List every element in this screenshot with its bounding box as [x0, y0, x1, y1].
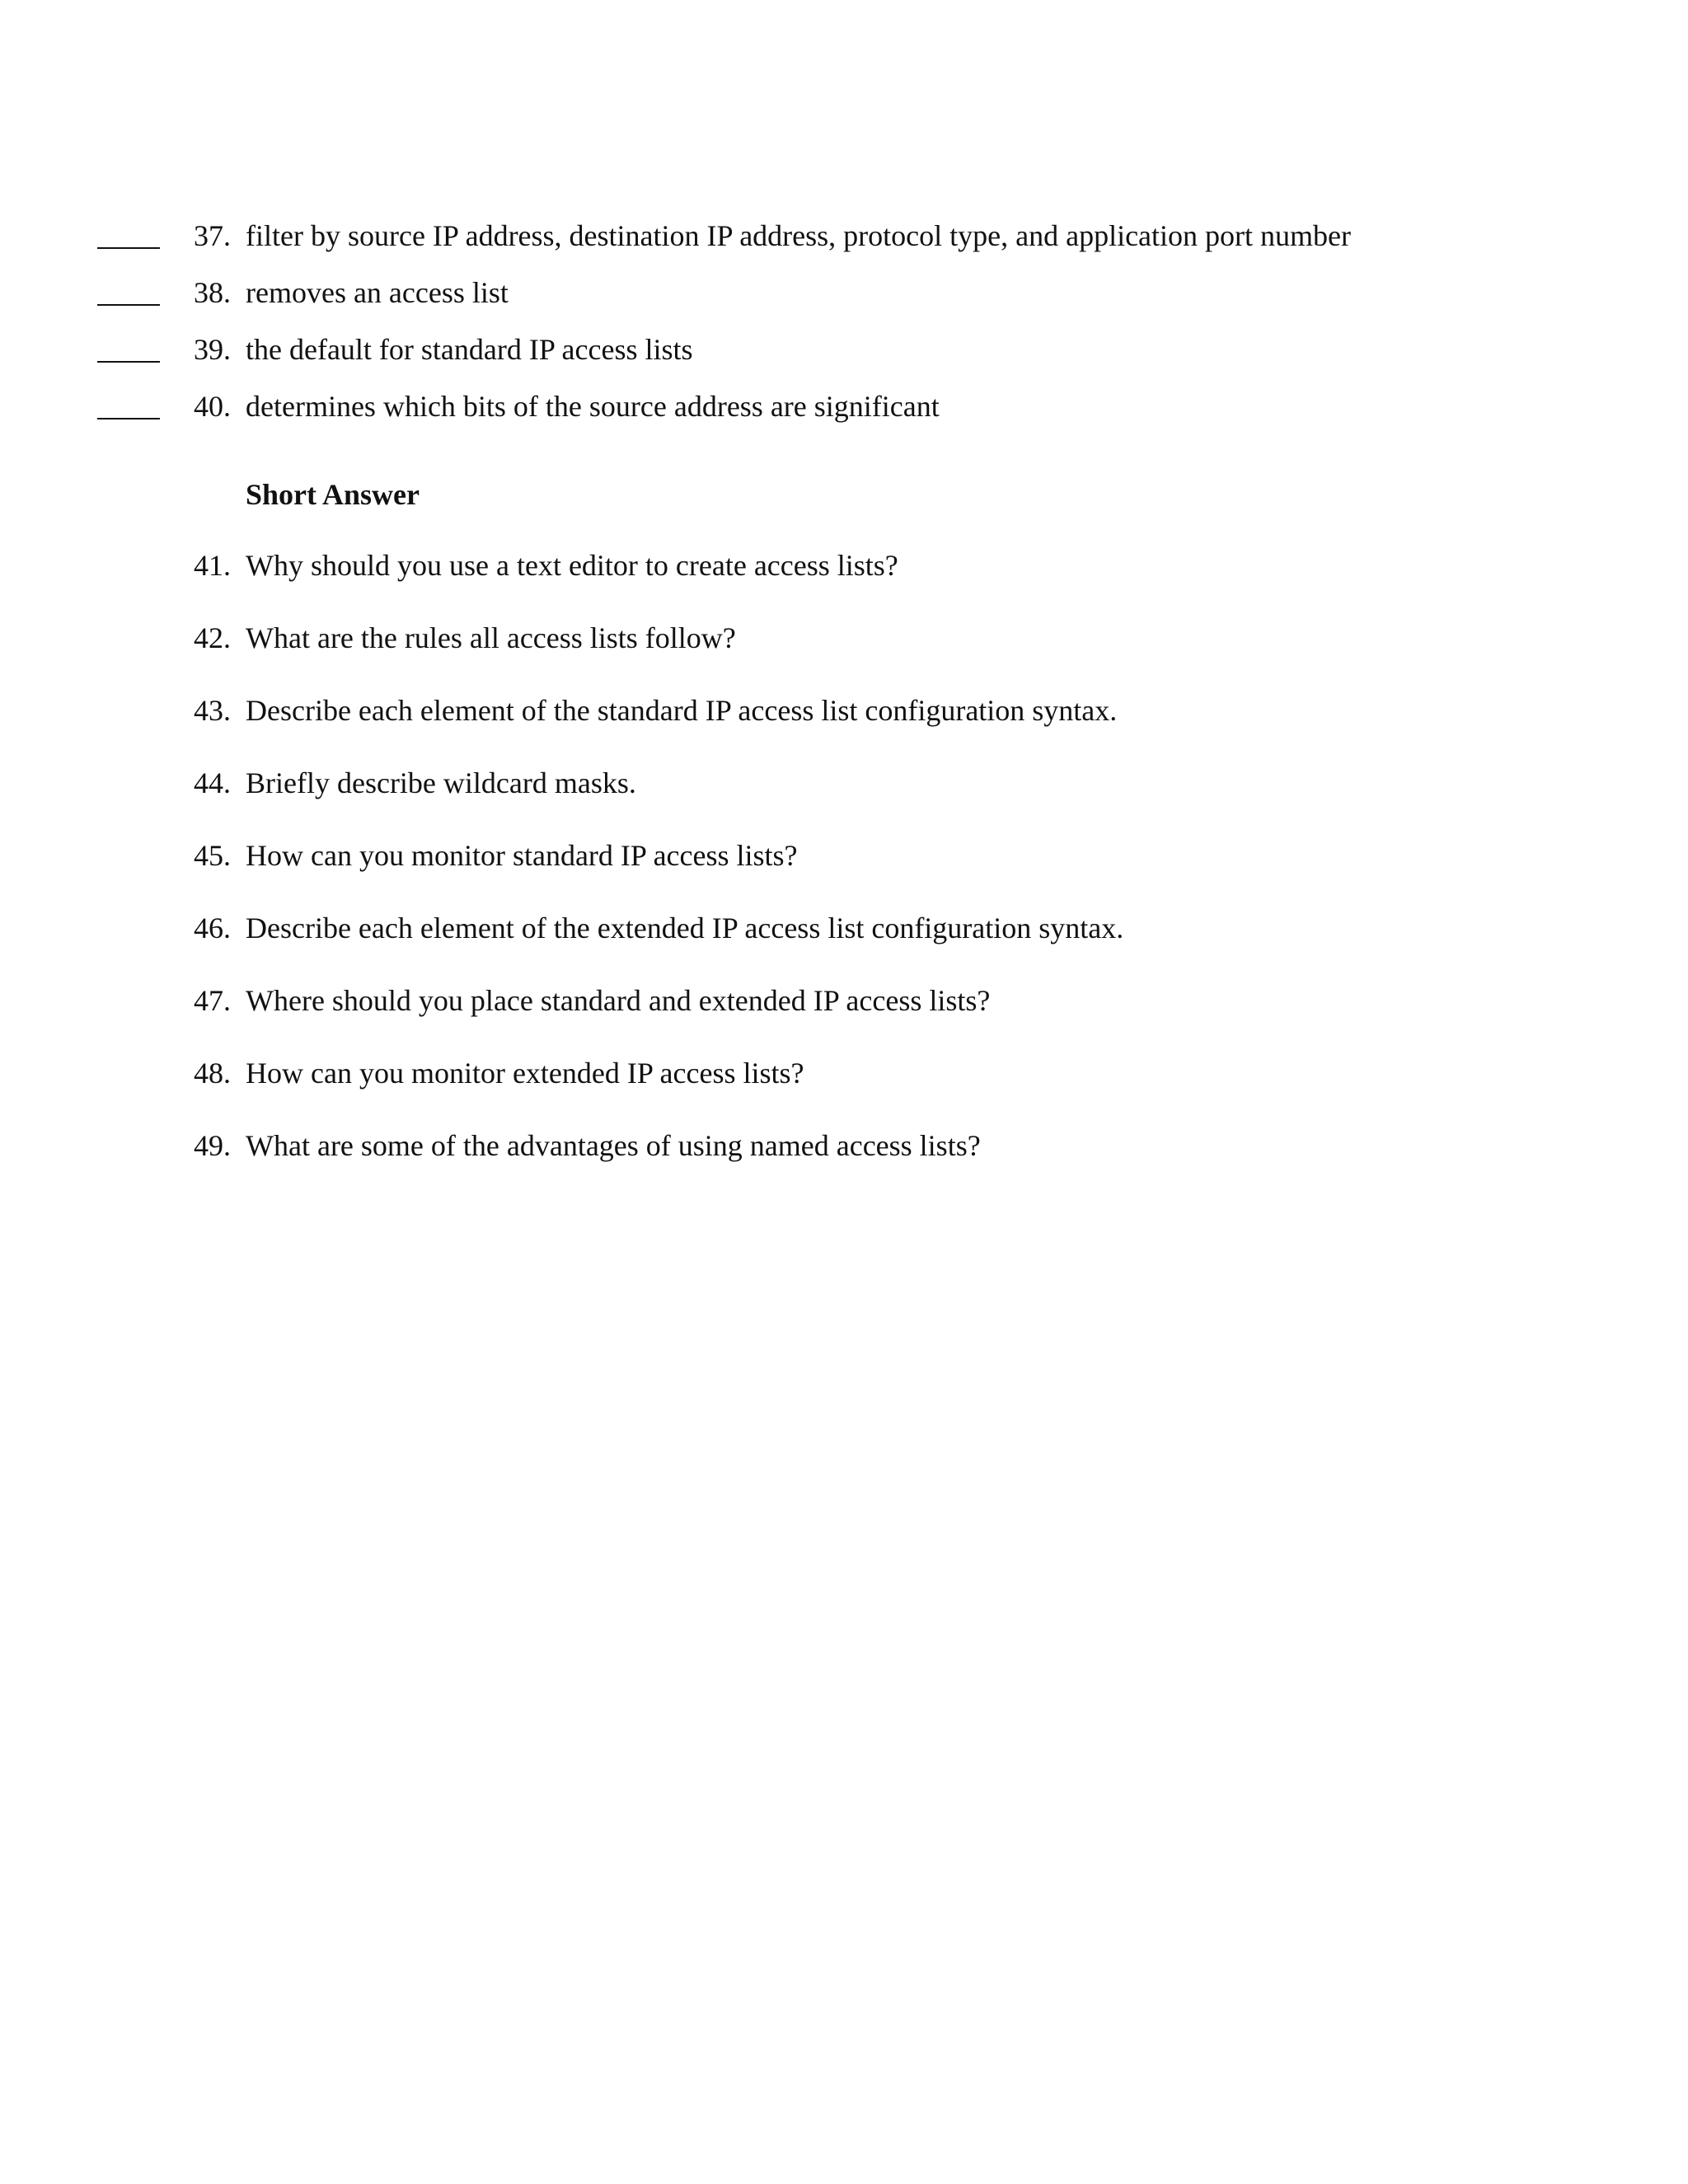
- question-number: 48.: [194, 1057, 231, 1090]
- item-text: the default for standard IP access lists: [246, 333, 693, 366]
- question-number: 44.: [194, 766, 231, 799]
- item-number: 39.: [194, 333, 231, 366]
- question-number: 42.: [194, 621, 231, 654]
- question-number: 49.: [194, 1129, 231, 1162]
- answer-blank: [97, 361, 160, 363]
- question-number: 45.: [194, 839, 231, 872]
- matching-item-40: [0, 382, 1688, 431]
- matching-item-37: [0, 211, 1688, 260]
- item-text: removes an access list: [246, 276, 509, 309]
- question-number: 47.: [194, 984, 231, 1017]
- question-text: Describe each element of the extended IP access list configuration syntax.: [246, 912, 1124, 944]
- question-text: What are the rules all access lists follow?: [246, 621, 736, 654]
- item-text: filter by source IP address, destination IP address, protocol type, and application port number: [246, 219, 1351, 252]
- item-number: 38.: [194, 276, 231, 309]
- item-number: 37.: [194, 219, 231, 252]
- question-49: [0, 1121, 1688, 1170]
- question-text: Where should you place standard and extended IP access lists?: [246, 984, 991, 1017]
- question-text: Why should you use a text editor to create access lists?: [246, 549, 898, 582]
- answer-blank: [97, 418, 160, 419]
- question-number: 46.: [194, 912, 231, 944]
- question-41: [0, 541, 1688, 590]
- answer-blank: [97, 304, 160, 306]
- matching-item-39: [0, 325, 1688, 374]
- answer-blank: [97, 247, 160, 249]
- question-48: [0, 1048, 1688, 1098]
- question-text: How can you monitor extended IP access lists?: [246, 1057, 804, 1090]
- question-text: What are some of the advantages of using named access lists?: [246, 1129, 981, 1162]
- question-text: Describe each element of the standard IP access list configuration syntax.: [246, 694, 1118, 727]
- question-text: How can you monitor standard IP access lists?: [246, 839, 798, 872]
- question-44: [0, 758, 1688, 808]
- question-45: [0, 831, 1688, 880]
- section-title: Short Answer: [246, 478, 420, 511]
- question-number: 41.: [194, 549, 231, 582]
- question-text: Briefly describe wildcard masks.: [246, 766, 636, 799]
- question-47: [0, 976, 1688, 1025]
- item-number: 40.: [194, 390, 231, 423]
- question-43: [0, 686, 1688, 735]
- question-46: [0, 903, 1688, 953]
- question-42: [0, 613, 1688, 663]
- matching-item-38: [0, 268, 1688, 317]
- item-text: determines which bits of the source address are significant: [246, 390, 940, 423]
- question-number: 43.: [194, 694, 231, 727]
